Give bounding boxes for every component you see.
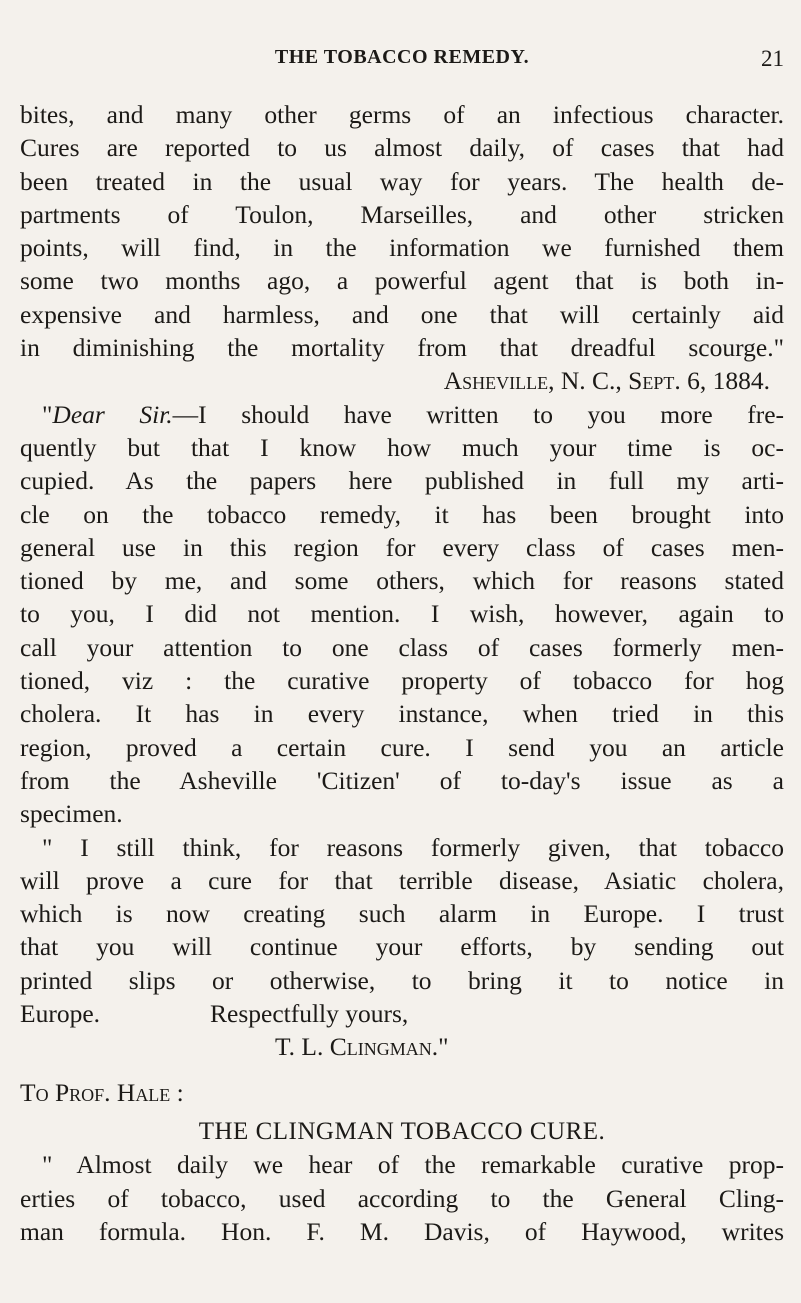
text-line: points, will find, in the information we furnished them — [20, 233, 784, 263]
text-line: quently but that I know how much your time is oc- — [20, 432, 784, 462]
text-line: from the Asheville 'Citizen' of to-day's issue as a — [20, 765, 784, 795]
text-line: cupied. As the papers here published in full my arti- — [20, 466, 784, 496]
text-line: region, proved a certain cure. I send you an article — [20, 732, 784, 762]
section-heading: THE CLINGMAN TOBACCO CURE. — [198, 1117, 606, 1145]
page-header — [20, 46, 784, 86]
text-line: bites, and many other germs of an infectious character. — [20, 100, 784, 129]
closing-phrase: Respectfully yours, — [210, 999, 409, 1029]
salutation-rest: —I should have written to you more fre- — [172, 399, 784, 429]
text-line: specimen. — [20, 799, 123, 829]
text-line: in diminishing the mortality from that dreadful scourge." — [20, 333, 784, 363]
text-line: cholera. It has in every instance, when tried in this — [20, 699, 784, 729]
text-line: tioned, viz : the curative property of tobacco for hog — [20, 666, 784, 696]
text-line: partments of Toulon, Marseilles, and other stricken — [20, 199, 784, 229]
text-line: been treated in the usual way for years. The health de- — [20, 166, 784, 196]
text-line: to you, I did not mention. I wish, however, again to — [20, 599, 784, 629]
salutation: Dear Sir. — [52, 399, 173, 429]
text-line: " Almost daily we hear of the remarkable curative prop- — [42, 1150, 784, 1180]
dateline: Asheville, N. C., Sept. 6, 1884. — [443, 366, 770, 396]
text-line: erties of tobacco, used according to the General Cling- — [20, 1183, 784, 1213]
text-line: " I still think, for reasons formerly given, that tobacco — [42, 832, 784, 862]
closing-word: Europe. — [20, 999, 101, 1029]
text-line: Cures are reported to us almost daily, of cases that had — [20, 133, 784, 163]
addressee: To Prof. Hale : — [20, 1077, 184, 1107]
signature: T. L. Clingman." — [275, 1032, 449, 1062]
page-number: 21 — [761, 46, 784, 71]
salutation-line — [20, 398, 784, 431]
running-head: THE TOBACCO REMEDY. — [274, 46, 530, 68]
text-line: some two months ago, a powerful agent that is both in- — [20, 266, 784, 296]
text-line: tioned by me, and some others, which for reasons stated — [20, 566, 784, 596]
open-quote: " — [42, 399, 53, 429]
text-line: which is now creating such alarm in Europe. I trust — [20, 899, 784, 929]
text-line: that you will continue your efforts, by sending out — [20, 932, 784, 962]
text-line: cle on the tobacco remedy, it has been brought into — [20, 499, 784, 529]
text-line: man formula. Hon. F. M. Davis, of Haywood, writes — [20, 1216, 784, 1246]
text-line: call your attention to one class of cases formerly men- — [20, 632, 784, 662]
text-line: will prove a cure for that terrible disease, Asiatic cholera, — [20, 865, 784, 895]
closing-line — [20, 997, 784, 1030]
text-line: general use in this region for every class of cases men- — [20, 532, 784, 562]
page-body — [20, 98, 784, 1248]
text-line: expensive and harmless, and one that will certainly aid — [20, 299, 784, 329]
text-line: printed slips or otherwise, to bring it to notice in — [20, 965, 784, 995]
